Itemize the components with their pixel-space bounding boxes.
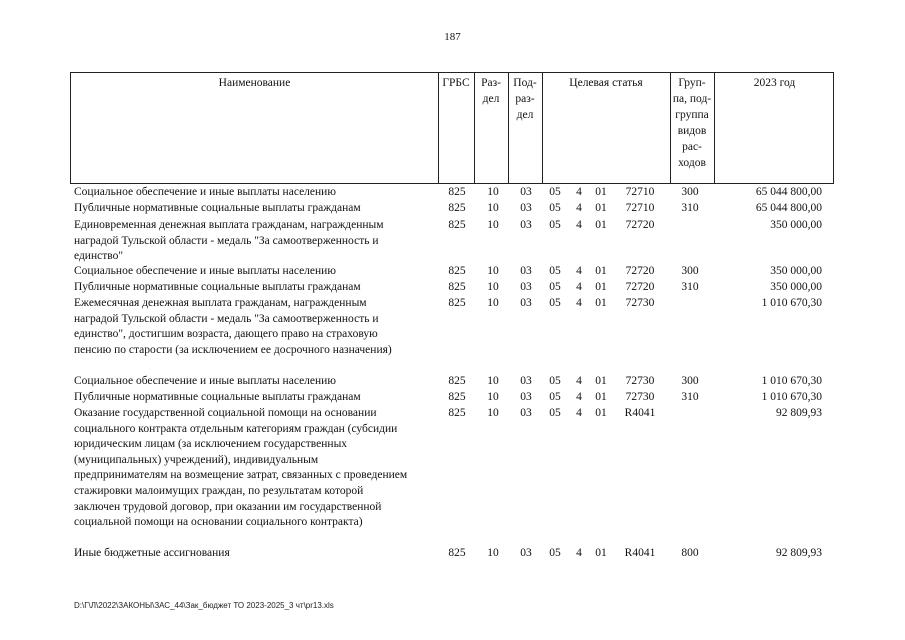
row-name: Публичные нормативные социальные выплаты гражданам	[74, 202, 361, 214]
file-path-footer: D:\Г\Л\2022\ЗАКОНЫ\ЗАС_44\Зак_бюджет ТО 2023-2025_3 чт\pr13.xls	[74, 601, 334, 610]
row-grbs: 825	[448, 186, 466, 198]
row-target-code: 72710	[625, 186, 655, 198]
row-target-item: 01	[595, 265, 607, 277]
row-target-subprogram: 4	[576, 547, 582, 559]
row-target-item: 01	[595, 186, 607, 198]
row-amount: 350 000,00	[770, 219, 822, 231]
header-year: 2023 год	[753, 77, 796, 89]
header-podrazdel: Под- раз- дел	[513, 77, 537, 121]
header-vid: Груп- па, под- группа видов рас- ходов	[672, 77, 712, 169]
header-target: Целевая статья	[569, 77, 643, 89]
row-podrazdel: 03	[520, 375, 532, 387]
row-target-code: 72720	[625, 281, 655, 293]
row-target-program: 05	[549, 297, 561, 309]
row-expense-type: 800	[681, 547, 699, 559]
row-expense-type: 300	[681, 375, 699, 387]
row-target-code: R4041	[624, 407, 656, 419]
row-grbs: 825	[448, 375, 466, 387]
row-razdel: 10	[487, 281, 499, 293]
row-target-code: 72720	[625, 219, 655, 231]
row-razdel: 10	[487, 265, 499, 277]
row-target-code: 72710	[625, 202, 655, 214]
row-podrazdel: 03	[520, 281, 532, 293]
row-amount: 1 010 670,30	[761, 297, 822, 309]
row-target-code: 72730	[625, 297, 655, 309]
header-grbs: ГРБС	[442, 77, 470, 89]
row-amount: 65 044 800,00	[755, 202, 822, 214]
row-razdel: 10	[487, 219, 499, 231]
row-name: Иные бюджетные ассигнования	[74, 547, 230, 559]
row-target-program: 05	[549, 202, 561, 214]
row-target-program: 05	[549, 186, 561, 198]
row-target-item: 01	[595, 281, 607, 293]
row-name: Публичные нормативные социальные выплаты гражданам	[74, 281, 361, 293]
row-razdel: 10	[487, 391, 499, 403]
row-grbs: 825	[448, 297, 466, 309]
row-grbs: 825	[448, 219, 466, 231]
row-target-program: 05	[549, 407, 561, 419]
table-header	[70, 72, 834, 184]
row-name: Единовременная денежная выплата гражданам, награжденным наградой Тульской области - медаль "За самоотверженность и единство"	[74, 219, 384, 263]
row-podrazdel: 03	[520, 297, 532, 309]
row-target-program: 05	[549, 391, 561, 403]
row-amount: 65 044 800,00	[755, 186, 822, 198]
row-target-subprogram: 4	[576, 265, 582, 277]
row-razdel: 10	[487, 186, 499, 198]
row-target-program: 05	[549, 375, 561, 387]
row-target-code: 72730	[625, 391, 655, 403]
row-podrazdel: 03	[520, 202, 532, 214]
row-podrazdel: 03	[520, 391, 532, 403]
row-target-item: 01	[595, 297, 607, 309]
row-razdel: 10	[487, 375, 499, 387]
row-name: Социальное обеспечение и иные выплаты населению	[74, 186, 336, 198]
header-name: Наименование	[218, 77, 291, 89]
row-target-subprogram: 4	[576, 407, 582, 419]
row-target-subprogram: 4	[576, 186, 582, 198]
row-target-code: 72730	[625, 375, 655, 387]
row-name: Социальное обеспечение и иные выплаты населению	[74, 265, 336, 277]
row-podrazdel: 03	[520, 547, 532, 559]
row-name: Социальное обеспечение и иные выплаты населению	[74, 375, 336, 387]
row-name: Оказание государственной социальной помощи на основании социального контракта отдельным категориям граждан (субсидии юридическим лицам (за исключением государственных (муниципальных) учреждений), индивидуальным предпринимателям на возмещение затрат, связанных с проведением стажировки малоимущих граждан, по результатам которой заключен трудовой договор, при оказании им государственной социальной помощи на основании социального контракта)	[74, 407, 408, 529]
row-target-subprogram: 4	[576, 219, 582, 231]
row-grbs: 825	[448, 265, 466, 277]
row-target-item: 01	[595, 407, 607, 419]
row-expense-type: 310	[681, 281, 699, 293]
row-amount: 1 010 670,30	[761, 375, 822, 387]
row-target-item: 01	[595, 547, 607, 559]
row-target-item: 01	[595, 375, 607, 387]
row-podrazdel: 03	[520, 219, 532, 231]
row-grbs: 825	[448, 202, 466, 214]
row-target-subprogram: 4	[576, 297, 582, 309]
row-target-program: 05	[549, 281, 561, 293]
row-target-subprogram: 4	[576, 202, 582, 214]
row-razdel: 10	[487, 547, 499, 559]
row-razdel: 10	[487, 407, 499, 419]
row-podrazdel: 03	[520, 265, 532, 277]
row-expense-type: 310	[681, 391, 699, 403]
row-expense-type: 300	[681, 265, 699, 277]
row-target-subprogram: 4	[576, 391, 582, 403]
row-target-program: 05	[549, 219, 561, 231]
row-amount: 1 010 670,30	[761, 391, 822, 403]
row-target-program: 05	[549, 547, 561, 559]
row-podrazdel: 03	[520, 186, 532, 198]
row-target-item: 01	[595, 219, 607, 231]
row-target-code: 72720	[625, 265, 655, 277]
row-expense-type: 310	[681, 202, 699, 214]
row-name: Ежемесячная денежная выплата гражданам, награжденным наградой Тульской области - медаль "За самоотверженность и единство", достигшим возраста, дающего право на страховую пенсию по старости (за исключением ее досрочного назначения)	[74, 297, 392, 356]
row-podrazdel: 03	[520, 407, 532, 419]
row-grbs: 825	[448, 407, 466, 419]
row-target-code: R4041	[624, 547, 656, 559]
row-razdel: 10	[487, 202, 499, 214]
row-amount: 92 809,93	[776, 407, 822, 419]
header-razdel: Раз- дел	[481, 77, 501, 105]
row-grbs: 825	[448, 547, 466, 559]
row-razdel: 10	[487, 297, 499, 309]
row-target-item: 01	[595, 202, 607, 214]
row-target-program: 05	[549, 265, 561, 277]
row-target-subprogram: 4	[576, 375, 582, 387]
row-amount: 92 809,93	[776, 547, 822, 559]
row-grbs: 825	[448, 391, 466, 403]
page-number: 187	[444, 31, 461, 43]
row-name: Публичные нормативные социальные выплаты гражданам	[74, 391, 361, 403]
row-expense-type: 300	[681, 186, 699, 198]
row-target-item: 01	[595, 391, 607, 403]
row-amount: 350 000,00	[770, 265, 822, 277]
row-grbs: 825	[448, 281, 466, 293]
row-amount: 350 000,00	[770, 281, 822, 293]
row-target-subprogram: 4	[576, 281, 582, 293]
